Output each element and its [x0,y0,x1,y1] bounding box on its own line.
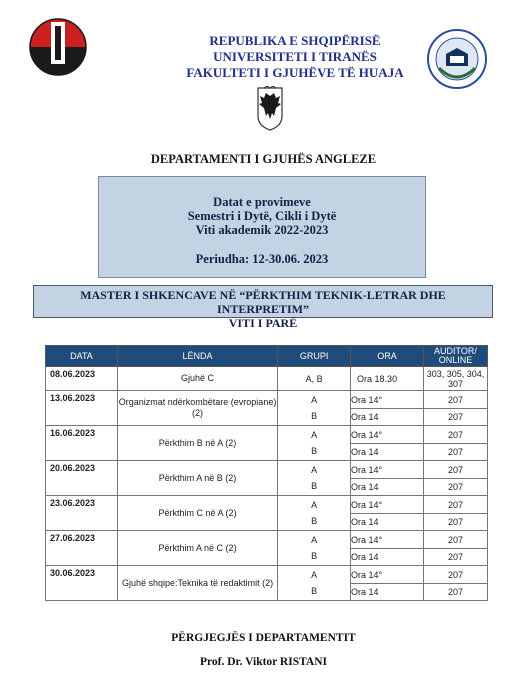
cell-room [423,426,487,461]
table-row [46,461,488,496]
table-row [46,367,488,391]
signature-title: PËRGJEGJËS I DEPARTAMENTIT [171,632,356,644]
time-b: Ora 14 [351,516,379,527]
time-b: Ora 14 [351,411,379,422]
program-box [33,285,493,330]
cell-time [351,391,424,426]
table-row [46,496,488,531]
cell-subject: Përkthim A në B (2) [117,461,277,496]
cell-time [351,566,424,601]
cell-time [351,496,424,531]
group-a: A [311,570,318,580]
signature-name: Prof. Dr. Viktor RISTANI [199,656,328,668]
cell-date: 27.06.2023 [46,531,118,566]
cell-subject: Gjuhë shqipe:Teknika të redaktimit (2) [117,566,277,601]
room-a: 207 [424,392,487,409]
table-row [46,531,488,566]
group-a: A [311,535,318,545]
exam-table [45,345,488,601]
time-b: Ora 14 [351,586,379,597]
group-b: B [311,551,318,561]
cell-subject: Përkthim C në A (2) [117,496,277,531]
cell-date: 16.06.2023 [46,426,118,461]
header-subject: LËNDA [117,346,277,367]
cell-room: 303, 305, 304, 307 [423,367,487,391]
room-a: 207 [424,497,487,514]
group-a: A [311,395,318,405]
group-a: A [311,430,318,440]
university-logo [27,16,89,78]
time-a: Ora 14° [351,497,423,514]
time-a: Ora 14° [351,392,423,409]
header-date: DATA [46,346,118,367]
group-b: B [311,516,318,526]
time-a: Ora 14° [351,427,423,444]
cell-group [278,566,351,601]
cell-date: 13.06.2023 [46,391,118,426]
cell-room [423,496,487,531]
table-row [46,391,488,426]
time-b: Ora 14 [351,481,379,492]
time-b: Ora 14 [351,551,379,562]
group-b: B [311,586,318,596]
info-line-2: Semestri i Dytë, Cikli i Dytë [187,209,337,223]
header-line-1: REPUBLIKA E SHQIPËRISË [209,33,381,48]
cell-subject: Përkthim B në A (2) [117,426,277,461]
cell-time: Ora 18.30 [351,367,424,391]
room-b: 207 [447,446,463,457]
time-a: Ora 14° [351,462,423,479]
cell-room [423,391,487,426]
cell-time [351,461,424,496]
albania-emblem [254,86,286,132]
header-time: ORA [351,346,424,367]
header-line-2: UNIVERSITETI I TIRANËS [213,49,377,64]
cell-group [278,391,351,426]
room-b: 207 [447,411,463,422]
cell-time [351,531,424,566]
room-b: 207 [447,516,463,527]
room-b: 207 [447,481,463,492]
header-line-3: FAKULTETI I GJUHËVE TË HUAJA [186,65,404,80]
group-b: B [311,481,318,491]
group-b: B [311,446,318,456]
cell-group [278,531,351,566]
cell-date: 20.06.2023 [46,461,118,496]
cell-subject: Gjuhë C [117,367,277,391]
cell-date: 30.06.2023 [46,566,118,601]
room-a: 207 [424,532,487,549]
time-a: Ora 14° [351,532,423,549]
program-line-1: MASTER I SHKENCAVE NË “PËRKTHIM TEKNIK-LETRAR DHE INTERPRETIM” [80,288,446,316]
room-b: 207 [447,551,463,562]
cell-date: 23.06.2023 [46,496,118,531]
info-line-1: Datat e provimeve [213,195,311,209]
room-a: 207 [424,427,487,444]
cell-group [278,461,351,496]
time-b: Ora 14 [351,446,379,457]
table-header-row [46,346,488,367]
program-line-2: VITI I PARË [228,316,298,330]
header-room: AUDITOR/ ONLINE [423,346,487,367]
time-a: Ora 14° [351,567,423,584]
cell-group: A, B [278,367,351,391]
cell-room [423,531,487,566]
table-row [46,426,488,461]
info-period: Periudha: 12-30.06. 2023 [195,252,329,266]
room-b: 207 [447,586,463,597]
header-group: GRUPI [278,346,351,367]
info-line-3: Viti akademik 2022-2023 [195,223,329,237]
cell-subject: Përkthim A në C (2) [117,531,277,566]
department-title: DEPARTAMENTI I GJUHËS ANGLEZE [150,152,377,166]
room-a: 207 [424,567,487,584]
cell-time [351,426,424,461]
cell-subject: Organizmat ndërkombëtare (evropiane) (2) [117,391,277,426]
cell-room [423,566,487,601]
cell-group [278,496,351,531]
cell-group [278,426,351,461]
group-a: A [311,500,318,510]
cell-date: 08.06.2023 [46,367,118,391]
group-a: A [311,465,318,475]
exam-info-box [98,176,426,278]
room-a: 207 [424,462,487,479]
group-b: B [311,411,318,421]
table-row [46,566,488,601]
cell-room [423,461,487,496]
